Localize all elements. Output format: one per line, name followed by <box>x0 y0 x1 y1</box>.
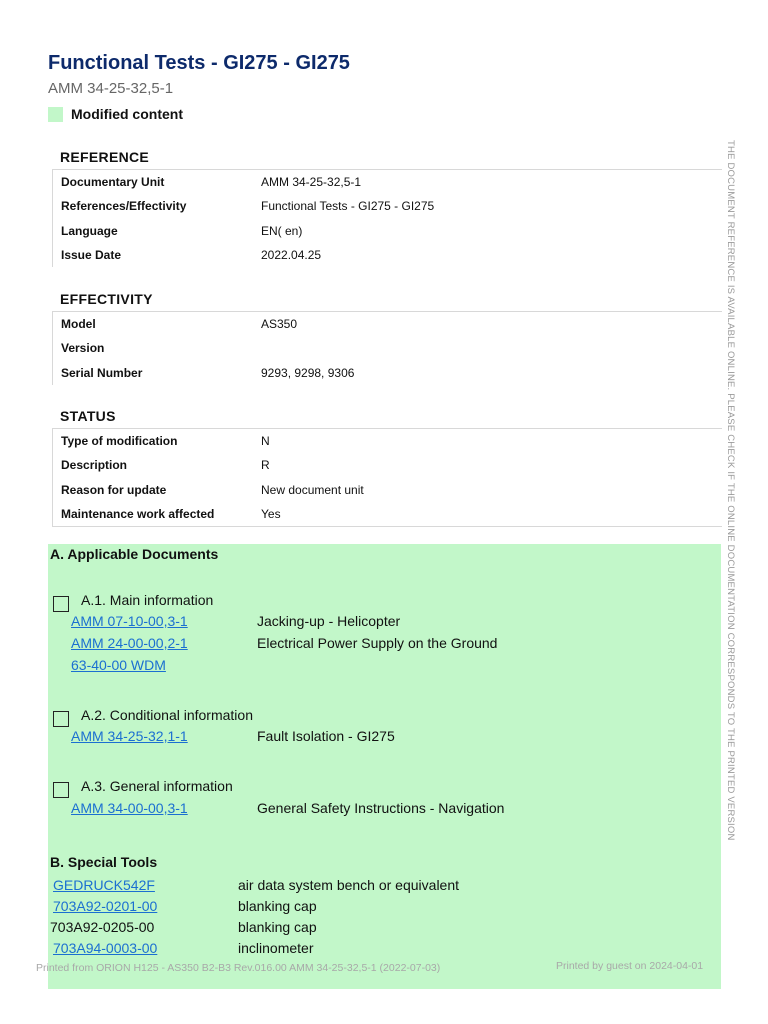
row-value: AS350 <box>261 317 298 332</box>
doc-link[interactable]: 63-40-00 WDM <box>71 657 166 673</box>
general-info-label: A.3. General information <box>81 778 233 794</box>
table-row <box>52 219 722 243</box>
row-key: Maintenance work affected <box>61 507 215 522</box>
row-value: Functional Tests - GI275 - GI275 <box>261 199 435 214</box>
doc-link[interactable]: AMM 34-00-00,3-1 <box>71 800 188 816</box>
doc-description: Fault Isolation - GI275 <box>257 728 395 744</box>
general-info-checkbox[interactable] <box>53 782 69 798</box>
tool-link[interactable]: GEDRUCK542F <box>53 877 155 893</box>
tool-description: blanking cap <box>238 919 317 935</box>
doc-description: Jacking-up - Helicopter <box>257 613 401 629</box>
legend-label: Modified content <box>71 106 183 122</box>
row-value: 2022.04.25 <box>261 248 322 263</box>
reference-section <box>52 145 722 267</box>
row-value: Yes <box>261 507 281 522</box>
table-row <box>52 243 722 267</box>
row-key: Reason for update <box>61 482 167 497</box>
effectivity-heading: EFFECTIVITY <box>52 287 722 312</box>
table-row <box>52 478 722 502</box>
conditional-info-checkbox[interactable] <box>53 711 69 727</box>
table-row <box>52 336 722 360</box>
doc-description: Electrical Power Supply on the Ground <box>257 635 498 651</box>
row-key: Description <box>61 458 128 473</box>
row-key: Serial Number <box>61 365 143 380</box>
table-row <box>52 312 722 336</box>
effectivity-section <box>52 287 722 385</box>
row-value: AMM 34-25-32,5-1 <box>261 175 362 190</box>
table-row <box>52 429 722 453</box>
modified-content-block <box>48 544 721 989</box>
doc-link[interactable]: AMM 24-00-00,2-1 <box>71 635 188 651</box>
doc-link[interactable]: AMM 34-25-32,1-1 <box>71 728 188 744</box>
status-heading: STATUS <box>52 404 722 429</box>
special-tools-heading: B. Special Tools <box>50 854 158 870</box>
row-key: References/Effectivity <box>61 199 187 214</box>
row-value: R <box>261 458 270 473</box>
table-row <box>52 194 722 218</box>
modified-swatch <box>48 107 63 122</box>
doc-link[interactable]: AMM 07-10-00,3-1 <box>71 613 188 629</box>
print-source-footer: Printed from ORION H125 - AS350 B2-B3 Rev.016.00 AMM 34-25-32,5-1 (2022-07-03) <box>36 962 441 974</box>
row-value: New document unit <box>261 482 364 497</box>
applicable-documents-heading: A. Applicable Documents <box>50 546 219 562</box>
table-row <box>52 170 722 194</box>
status-section <box>52 404 722 527</box>
row-key: Issue Date <box>61 248 122 263</box>
row-key: Model <box>61 317 96 332</box>
main-info-label: A.1. Main information <box>81 592 214 608</box>
printed-by-footer: Printed by guest on 2024-04-01 <box>556 960 704 972</box>
table-row <box>52 361 722 385</box>
table-row <box>52 502 722 527</box>
conditional-info-label: A.2. Conditional information <box>81 707 253 723</box>
reference-heading: REFERENCE <box>52 145 722 170</box>
main-info-checkbox[interactable] <box>53 596 69 612</box>
row-key: Documentary Unit <box>61 175 165 190</box>
tool-code: 703A92-0205-00 <box>50 919 155 935</box>
legend <box>48 106 183 122</box>
row-value: N <box>261 434 270 449</box>
row-value: 9293, 9298, 9306 <box>261 365 355 380</box>
doc-description: General Safety Instructions - Navigation <box>257 800 505 816</box>
tool-link[interactable]: 703A92-0201-00 <box>53 898 158 914</box>
online-version-notice: THE DOCUMENT REFERENCE IS AVAILABLE ONLINE. PLEASE CHECK IF THE ONLINE DOCUMENTATION CORRESPONDS TO THE PRINTED VERSION <box>725 140 736 841</box>
row-key: Type of modification <box>61 434 178 449</box>
tool-description: blanking cap <box>238 898 317 914</box>
row-key: Language <box>61 223 118 238</box>
row-key: Version <box>61 341 105 356</box>
document-code: AMM 34-25-32,5-1 <box>48 80 174 97</box>
tool-description: inclinometer <box>238 940 314 956</box>
tool-description: air data system bench or equivalent <box>238 877 460 893</box>
tool-link[interactable]: 703A94-0003-00 <box>53 940 158 956</box>
table-row <box>52 453 722 477</box>
row-value: EN( en) <box>261 223 303 238</box>
page-title: Functional Tests - GI275 - GI275 <box>48 52 350 74</box>
